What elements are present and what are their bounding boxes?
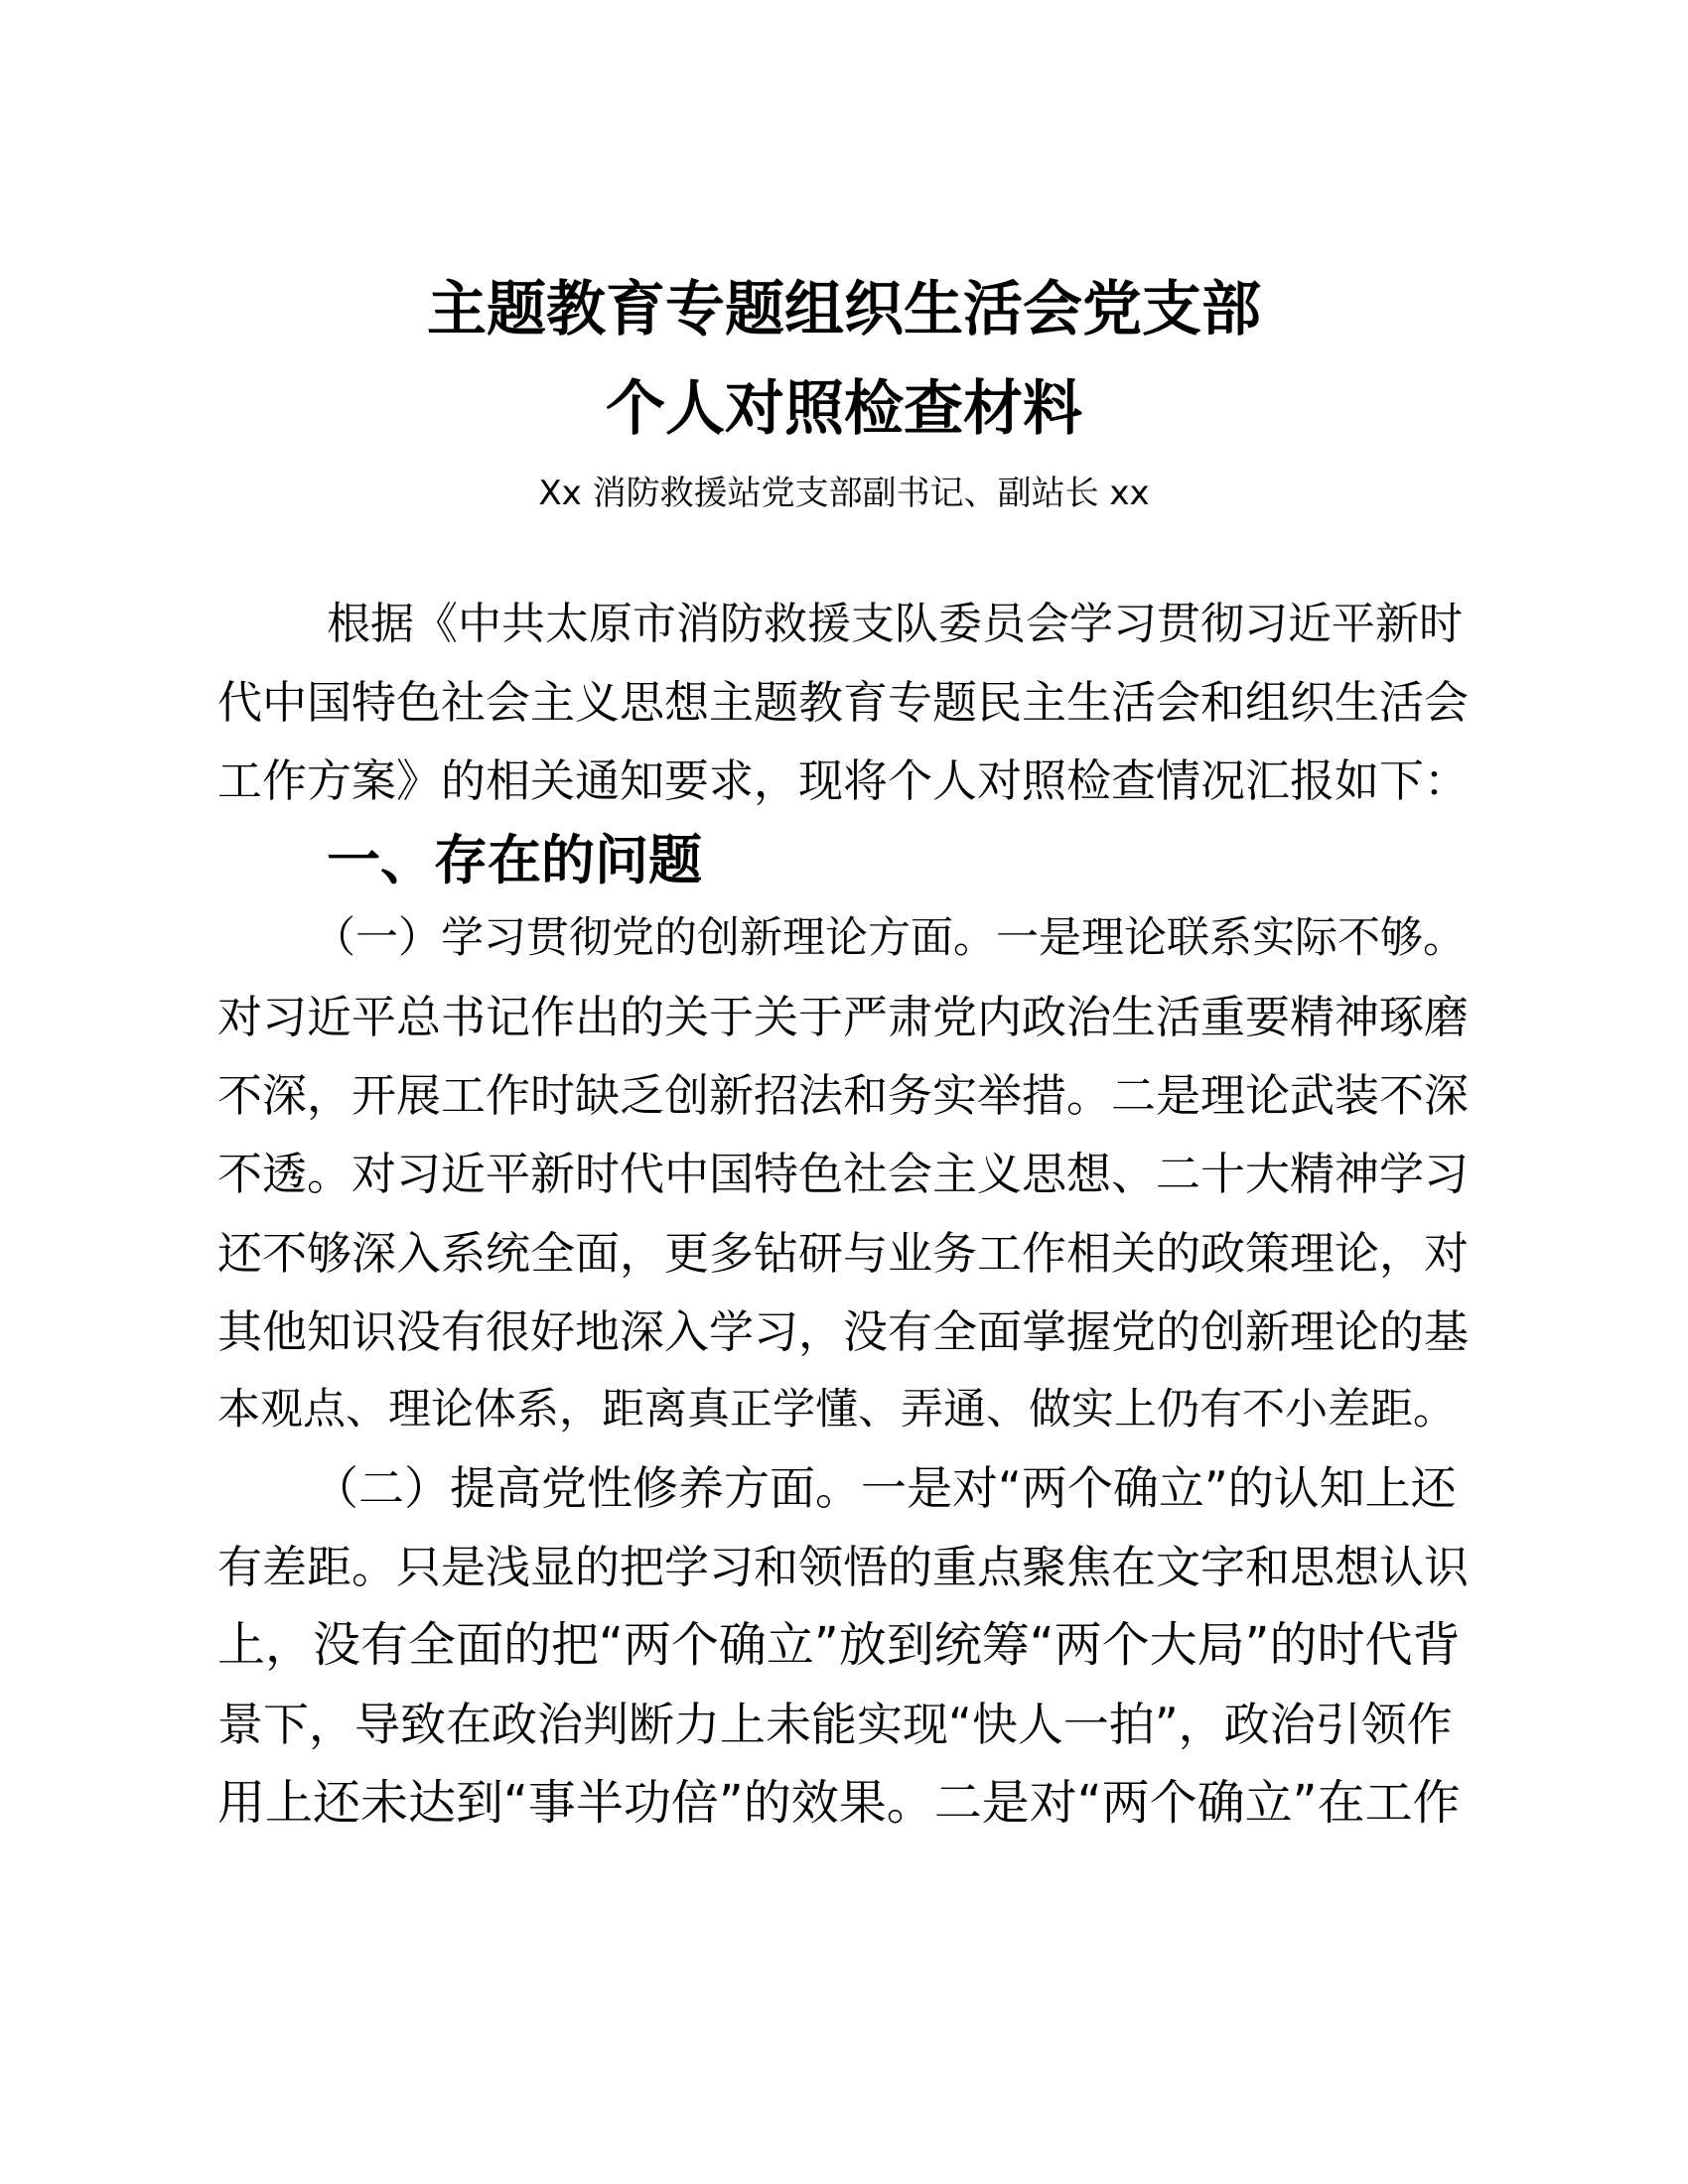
paragraph-line: 对习近平总书记作出的关于关于严肃党内政治生活重要精神琢磨 <box>217 990 1470 1043</box>
paragraph-line: 不透。对习近平新时代中国特色社会主义思想、二十大精神学习 <box>217 1148 1470 1201</box>
paragraph-line: 代中国特色社会主义思想主题教育专题民主生活会和组织生活会 <box>217 676 1470 730</box>
paragraph-line: 其他知识没有很好地深入学习，没有全面掌握党的创新理论的基 <box>217 1304 1470 1358</box>
document-title-line-1: 主题教育专题组织生活会党支部 <box>427 275 1261 344</box>
paragraph-line: （一）学习贯彻党的创新理论方面。一是理论联系实际不够。 <box>313 912 1466 963</box>
paragraph-line: 还不够深入系统全面，更多钻研与业务工作相关的政策理论，对 <box>217 1226 1470 1280</box>
paragraph-line: 用上还未达到“事半功倍”的效果。二是对“两个确立”在工作 <box>217 1774 1461 1831</box>
paragraph-line: 根据《中共太原市消防救援支队委员会学习贯彻习近平新时 <box>327 599 1463 649</box>
author-line: Xx 消防救援站党支部副书记、副站长 xx <box>538 474 1150 513</box>
paragraph-line: 景下，导致在政治判断力上未能实现“快人一拍”，政治引领作 <box>217 1697 1453 1751</box>
paragraph-line: （二）提高党性修养方面。一是对“两个确立”的认知上还 <box>313 1461 1457 1516</box>
document-body <box>217 585 1478 1843</box>
paragraph-line: 不深，开展工作时缺乏创新招法和务实举措。二是理论武装不深 <box>217 1069 1470 1123</box>
paragraph-line: 上，没有全面的把“两个确立”放到统筹“两个大局”的时代背 <box>217 1617 1461 1674</box>
document-title-line-2: 个人对照检查材料 <box>606 374 1082 444</box>
paragraph-line: 本观点、理论体系，距离真正学懂、弄通、做实上仍有不小差距。 <box>217 1384 1456 1434</box>
paragraph-line: 有差距。只是浅显的把学习和领悟的重点聚焦在文字和思想认识 <box>217 1541 1470 1594</box>
section-heading: 一、存在的问题 <box>327 828 702 891</box>
paragraph-line: 工作方案》的相关通知要求，现将个人对照检查情况汇报如下： <box>217 754 1470 808</box>
